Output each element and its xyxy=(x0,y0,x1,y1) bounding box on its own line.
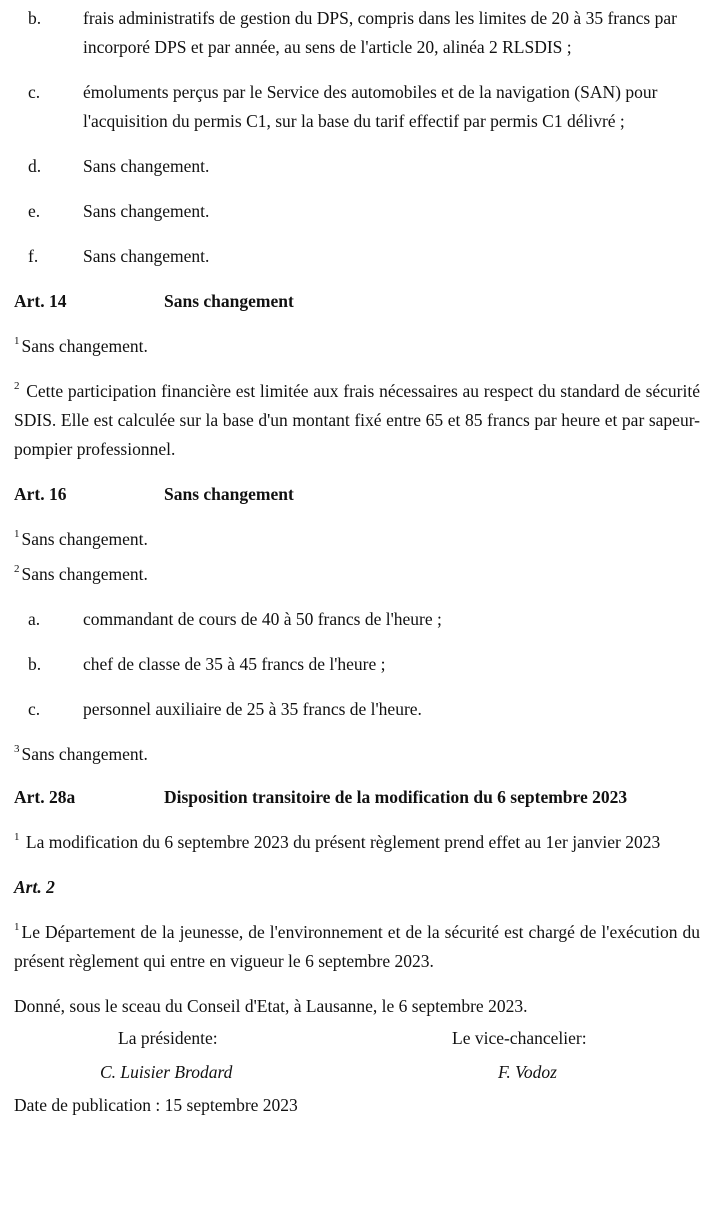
article-heading-2: Art. 2 xyxy=(14,877,55,897)
given-line: Donné, sous le sceau du Conseil d'Etat, à Lausanne, le 6 septembre 2023. xyxy=(14,996,528,1016)
list-text: chef de classe de 35 à 45 francs de l'heure ; xyxy=(83,654,386,674)
article-heading-14 xyxy=(14,287,700,316)
paragraph xyxy=(14,332,700,361)
paragraph-text: Sans changement. xyxy=(21,744,148,764)
paragraph xyxy=(14,525,700,554)
article-heading-16 xyxy=(14,480,700,509)
list-text: Sans changement. xyxy=(83,246,210,266)
paragraph-number: 2 xyxy=(14,563,20,575)
paragraph-text: Le Département de la jeunesse, de l'environnement et de la sécurité est chargé de l'exécution du présent règlement qui entre en vigueur le 6 septembre 2023. xyxy=(14,922,700,971)
paragraph xyxy=(14,828,700,857)
list-item xyxy=(14,152,700,181)
list-letter: f. xyxy=(28,246,39,266)
paragraph xyxy=(14,560,700,589)
president-name: C. Luisier Brodard xyxy=(100,1062,233,1082)
list-letter: b. xyxy=(28,8,42,28)
article-heading-28a xyxy=(14,783,700,812)
paragraph-number: 3 xyxy=(14,743,20,755)
list-text: émoluments perçus par le Service des automobiles et de la navigation (SAN) pour l'acquisition du permis C1, sur la base du tarif effectif par permis C1 délivré ; xyxy=(83,82,658,131)
article-number: Art. 28a xyxy=(14,787,76,807)
signature-roles xyxy=(14,1024,700,1053)
paragraph xyxy=(14,918,700,976)
list-item xyxy=(14,605,700,634)
paragraph-text: Cette participation financière est limitée aux frais nécessaires au respect du standard de sécurité SDIS. Elle est calculée sur la base d'un montant fixé entre 65 et 85 francs par heure et par sapeur-pompier professionnel. xyxy=(14,381,700,459)
list-item xyxy=(14,78,700,136)
list-letter: e. xyxy=(28,201,41,221)
president-role: La présidente: xyxy=(118,1028,218,1048)
paragraph-text: Sans changement. xyxy=(21,529,148,549)
paragraph xyxy=(14,740,700,769)
signature-names xyxy=(14,1058,700,1087)
vice-chancellor-name: F. Vodoz xyxy=(498,1062,557,1082)
list-letter: c. xyxy=(28,699,41,719)
paragraph-text: Sans changement. xyxy=(21,564,148,584)
article-title: Disposition transitoire de la modification du 6 septembre 2023 xyxy=(164,787,628,807)
paragraph-text: Sans changement. xyxy=(21,336,148,356)
paragraph-number: 1 xyxy=(14,528,20,540)
list-item xyxy=(14,650,700,679)
vice-chancellor-role: Le vice-chancelier: xyxy=(452,1028,587,1048)
list-text: Sans changement. xyxy=(83,201,210,221)
paragraph-number: 1 xyxy=(14,335,20,347)
article-title: Sans changement xyxy=(164,484,294,504)
list-letter: c. xyxy=(28,82,41,102)
list-text: frais administratifs de gestion du DPS, compris dans les limites de 20 à 35 francs par incorporé DPS et par année, au sens de l'article 20, alinéa 2 RLSDIS ; xyxy=(83,8,677,57)
list-text: personnel auxiliaire de 25 à 35 francs de l'heure. xyxy=(83,699,422,719)
document-page xyxy=(14,4,700,1120)
article-number: Art. 16 xyxy=(14,484,67,504)
list-item xyxy=(14,197,700,226)
paragraph-number: 2 xyxy=(14,380,20,392)
list-text: Sans changement. xyxy=(83,156,210,176)
list-item xyxy=(14,4,700,62)
list-text: commandant de cours de 40 à 50 francs de l'heure ; xyxy=(83,609,442,629)
list-letter: d. xyxy=(28,156,42,176)
article-title: Sans changement xyxy=(164,291,294,311)
publication-date: Date de publication : 15 septembre 2023 xyxy=(14,1095,298,1115)
paragraph-number: 1 xyxy=(14,831,20,843)
list-item xyxy=(14,695,700,724)
list-letter: b. xyxy=(28,654,42,674)
paragraph-number: 1 xyxy=(14,921,20,933)
paragraph xyxy=(14,377,700,464)
list-letter: a. xyxy=(28,609,41,629)
article-number: Art. 14 xyxy=(14,291,67,311)
list-item xyxy=(14,242,700,271)
paragraph-text: La modification du 6 septembre 2023 du présent règlement prend effet au 1er janvier 2023 xyxy=(25,832,661,852)
